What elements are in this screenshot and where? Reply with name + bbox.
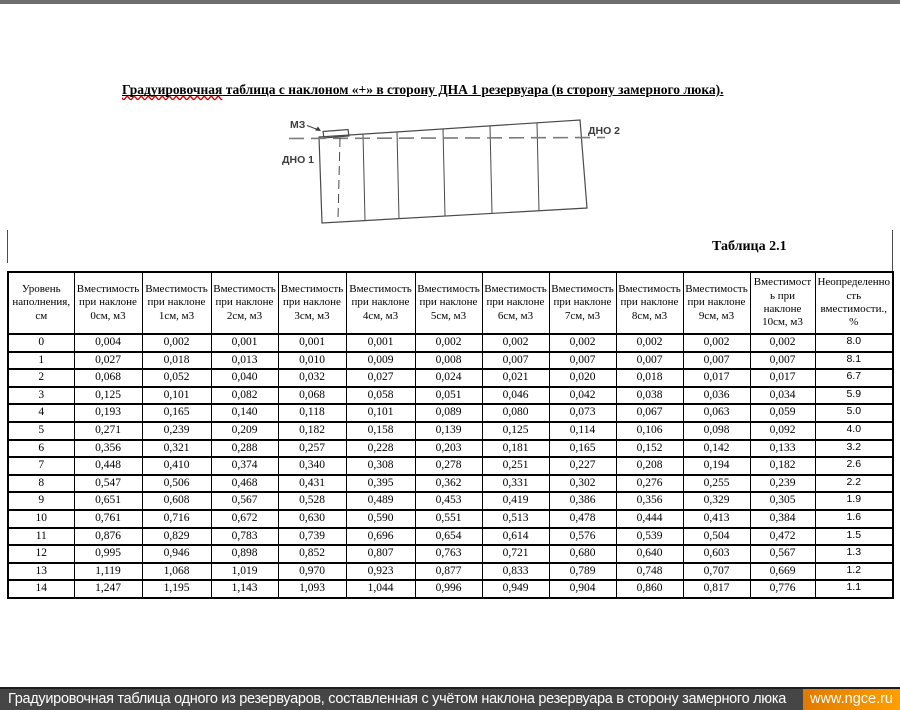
capacity-cell: 0,707 <box>683 563 750 581</box>
table-row <box>8 580 893 598</box>
capacity-cell: 0,092 <box>750 422 815 440</box>
level-cell: 13 <box>8 563 74 581</box>
capacity-cell: 0,547 <box>74 475 142 493</box>
capacity-cell: 0,419 <box>482 492 549 510</box>
capacity-cell: 0,478 <box>549 510 616 528</box>
capacity-cell: 0,362 <box>415 475 482 493</box>
capacity-cell: 0,165 <box>142 404 211 422</box>
uncertainty-cell: 4.0 <box>815 422 893 440</box>
capacity-cell: 0,158 <box>346 422 415 440</box>
capacity-cell: 0,182 <box>278 422 346 440</box>
table-row <box>8 369 893 387</box>
capacity-cell: 0,052 <box>142 369 211 387</box>
uncertainty-cell: 1.6 <box>815 510 893 528</box>
column-header-5: Вместимость при наклоне 4см, м3 <box>346 272 415 334</box>
capacity-cell: 0,239 <box>142 422 211 440</box>
uncertainty-cell: 2.2 <box>815 475 893 493</box>
capacity-cell: 0,761 <box>74 510 142 528</box>
table-row <box>8 457 893 475</box>
tank-diagram <box>275 103 665 238</box>
capacity-cell: 0,876 <box>74 528 142 546</box>
level-cell: 12 <box>8 545 74 563</box>
capacity-cell: 0,228 <box>346 440 415 458</box>
table-body <box>8 334 893 598</box>
capacity-cell: 0,142 <box>683 440 750 458</box>
uncertainty-cell: 2.6 <box>815 457 893 475</box>
uncertainty-cell: 1.5 <box>815 528 893 546</box>
capacity-cell: 0,001 <box>211 334 278 352</box>
capacity-cell: 0,018 <box>142 352 211 370</box>
capacity-cell: 0,448 <box>74 457 142 475</box>
footer-site-link[interactable]: www.ngce.ru <box>803 689 900 710</box>
capacity-cell: 0,101 <box>346 404 415 422</box>
capacity-cell: 0,817 <box>683 580 750 598</box>
screenshot-top-edge <box>0 0 900 4</box>
capacity-cell: 0,640 <box>616 545 683 563</box>
capacity-cell: 0,331 <box>482 475 549 493</box>
capacity-cell: 0,007 <box>549 352 616 370</box>
capacity-cell: 0,356 <box>74 440 142 458</box>
capacity-cell: 0,073 <box>549 404 616 422</box>
page-title-first-word: Градуировочная <box>122 82 223 97</box>
capacity-cell: 0,080 <box>482 404 549 422</box>
capacity-cell: 0,669 <box>750 563 815 581</box>
capacity-cell: 0,603 <box>683 545 750 563</box>
capacity-cell: 0,046 <box>482 387 549 405</box>
capacity-cell: 0,614 <box>482 528 549 546</box>
footer-caption: Градуировочная таблица одного из резервуаров, составленная с учётом наклона резервуара в сторону замерного люка <box>8 691 786 707</box>
column-header-8: Вместимость при наклоне 7см, м3 <box>549 272 616 334</box>
level-cell: 5 <box>8 422 74 440</box>
capacity-cell: 0,833 <box>482 563 549 581</box>
capacity-cell: 0,946 <box>142 545 211 563</box>
capacity-cell: 1,019 <box>211 563 278 581</box>
capacity-cell: 0,152 <box>616 440 683 458</box>
page-title <box>122 82 822 98</box>
capacity-cell: 0,165 <box>549 440 616 458</box>
capacity-cell: 0,239 <box>750 475 815 493</box>
capacity-cell: 0,063 <box>683 404 750 422</box>
table-row <box>8 475 893 493</box>
table-row <box>8 334 893 352</box>
capacity-cell: 0,008 <box>415 352 482 370</box>
capacity-cell: 0,114 <box>549 422 616 440</box>
tank-outline <box>319 120 587 223</box>
capacity-cell: 0,257 <box>278 440 346 458</box>
capacity-cell: 0,739 <box>278 528 346 546</box>
section-line <box>363 134 365 221</box>
column-header-3: Вместимость при наклоне 2см, м3 <box>211 272 278 334</box>
capacity-cell: 0,453 <box>415 492 482 510</box>
capacity-cell: 0,995 <box>74 545 142 563</box>
capacity-cell: 0,068 <box>74 369 142 387</box>
capacity-cell: 0,672 <box>211 510 278 528</box>
column-header-1: Вместимость при наклоне 0см, м3 <box>74 272 142 334</box>
column-header-12: Неопределенность вместимости., % <box>815 272 893 334</box>
capacity-cell: 0,118 <box>278 404 346 422</box>
capacity-cell: 0,002 <box>142 334 211 352</box>
capacity-cell: 1,119 <box>74 563 142 581</box>
uncertainty-cell: 1.1 <box>815 580 893 598</box>
capacity-cell: 0,018 <box>616 369 683 387</box>
table-row <box>8 404 893 422</box>
level-cell: 2 <box>8 369 74 387</box>
capacity-cell: 0,748 <box>616 563 683 581</box>
hatch-axis-dashed-line <box>338 138 340 219</box>
capacity-cell: 0,058 <box>346 387 415 405</box>
capacity-cell: 0,288 <box>211 440 278 458</box>
capacity-cell: 0,082 <box>211 387 278 405</box>
capacity-cell: 0,038 <box>616 387 683 405</box>
capacity-cell: 0,680 <box>549 545 616 563</box>
section-line <box>443 129 445 216</box>
capacity-cell: 0,716 <box>142 510 211 528</box>
capacity-cell: 0,024 <box>415 369 482 387</box>
capacity-cell: 0,386 <box>549 492 616 510</box>
capacity-cell: 0,181 <box>482 440 549 458</box>
table-row <box>8 352 893 370</box>
uncertainty-cell: 6.7 <box>815 369 893 387</box>
level-cell: 8 <box>8 475 74 493</box>
capacity-cell: 0,539 <box>616 528 683 546</box>
capacity-cell: 0,468 <box>211 475 278 493</box>
capacity-cell: 0,007 <box>482 352 549 370</box>
uncertainty-cell: 1.3 <box>815 545 893 563</box>
capacity-cell: 0,860 <box>616 580 683 598</box>
capacity-cell: 1,247 <box>74 580 142 598</box>
capacity-cell: 0,340 <box>278 457 346 475</box>
capacity-cell: 0,472 <box>750 528 815 546</box>
capacity-cell: 0,034 <box>750 387 815 405</box>
capacity-cell: 0,410 <box>142 457 211 475</box>
capacity-cell: 0,182 <box>750 457 815 475</box>
bottom2-label: ДНО 2 <box>588 125 620 137</box>
capacity-cell: 0,654 <box>415 528 482 546</box>
footer-bar <box>0 687 900 710</box>
capacity-cell: 0,051 <box>415 387 482 405</box>
uncertainty-cell: 1.2 <box>815 563 893 581</box>
capacity-cell: 0,608 <box>142 492 211 510</box>
capacity-cell: 0,528 <box>278 492 346 510</box>
capacity-cell: 0,567 <box>211 492 278 510</box>
capacity-cell: 0,010 <box>278 352 346 370</box>
table-row <box>8 510 893 528</box>
hatch-label: МЗ <box>290 119 306 131</box>
uncertainty-cell: 8.1 <box>815 352 893 370</box>
capacity-cell: 0,125 <box>482 422 549 440</box>
capacity-cell: 0,251 <box>482 457 549 475</box>
capacity-cell: 0,302 <box>549 475 616 493</box>
capacity-cell: 0,001 <box>278 334 346 352</box>
table-row <box>8 528 893 546</box>
frame-edge-right <box>892 230 893 272</box>
capacity-cell: 0,032 <box>278 369 346 387</box>
capacity-cell: 0,208 <box>616 457 683 475</box>
capacity-cell: 0,308 <box>346 457 415 475</box>
capacity-cell: 0,001 <box>346 334 415 352</box>
capacity-cell: 0,098 <box>683 422 750 440</box>
capacity-cell: 0,089 <box>415 404 482 422</box>
column-header-2: Вместимость при наклоне 1см, м3 <box>142 272 211 334</box>
capacity-cell: 0,194 <box>683 457 750 475</box>
capacity-cell: 0,101 <box>142 387 211 405</box>
capacity-cell: 0,036 <box>683 387 750 405</box>
capacity-cell: 0,042 <box>549 387 616 405</box>
capacity-cell: 0,374 <box>211 457 278 475</box>
level-cell: 10 <box>8 510 74 528</box>
level-cell: 3 <box>8 387 74 405</box>
capacity-cell: 0,651 <box>74 492 142 510</box>
capacity-cell: 0,125 <box>74 387 142 405</box>
capacity-cell: 0,504 <box>683 528 750 546</box>
capacity-cell: 1,044 <box>346 580 415 598</box>
capacity-cell: 0,017 <box>750 369 815 387</box>
capacity-cell: 0,395 <box>346 475 415 493</box>
capacity-cell: 0,278 <box>415 457 482 475</box>
capacity-cell: 0,763 <box>415 545 482 563</box>
column-header-7: Вместимость при наклоне 6см, м3 <box>482 272 549 334</box>
capacity-cell: 0,630 <box>278 510 346 528</box>
capacity-cell: 0,384 <box>750 510 815 528</box>
capacity-cell: 0,590 <box>346 510 415 528</box>
column-header-4: Вместимость при наклоне 3см, м3 <box>278 272 346 334</box>
calibration-table <box>7 271 894 599</box>
page-title-rest: таблица с наклоном «+» в сторону ДНА 1 резервуара (в сторону замерного люка). <box>222 82 724 97</box>
capacity-cell: 0,021 <box>482 369 549 387</box>
capacity-cell: 0,852 <box>278 545 346 563</box>
capacity-cell: 0,567 <box>750 545 815 563</box>
uncertainty-cell: 3.2 <box>815 440 893 458</box>
capacity-cell: 0,413 <box>683 510 750 528</box>
uncertainty-cell: 5.9 <box>815 387 893 405</box>
capacity-cell: 0,009 <box>346 352 415 370</box>
uncertainty-cell: 8.0 <box>815 334 893 352</box>
capacity-cell: 0,329 <box>683 492 750 510</box>
column-header-11: Вместимость при наклоне 10см, м3 <box>750 272 815 334</box>
capacity-cell: 0,002 <box>415 334 482 352</box>
column-header-0: Уровень наполнения, см <box>8 272 74 334</box>
capacity-cell: 0,027 <box>74 352 142 370</box>
capacity-cell: 0,007 <box>750 352 815 370</box>
capacity-cell: 0,020 <box>549 369 616 387</box>
table-row <box>8 422 893 440</box>
level-cell: 14 <box>8 580 74 598</box>
capacity-cell: 0,002 <box>616 334 683 352</box>
capacity-cell: 0,067 <box>616 404 683 422</box>
capacity-cell: 1,068 <box>142 563 211 581</box>
capacity-cell: 0,203 <box>415 440 482 458</box>
capacity-cell: 0,789 <box>549 563 616 581</box>
capacity-cell: 0,321 <box>142 440 211 458</box>
capacity-cell: 0,139 <box>415 422 482 440</box>
column-header-9: Вместимость при наклоне 8см, м3 <box>616 272 683 334</box>
capacity-cell: 0,506 <box>142 475 211 493</box>
level-cell: 4 <box>8 404 74 422</box>
capacity-cell: 1,143 <box>211 580 278 598</box>
capacity-cell: 0,068 <box>278 387 346 405</box>
section-line <box>397 132 399 219</box>
capacity-cell: 0,996 <box>415 580 482 598</box>
capacity-cell: 0,276 <box>616 475 683 493</box>
bottom1-label: ДНО 1 <box>282 154 314 166</box>
uncertainty-cell: 5.0 <box>815 404 893 422</box>
capacity-cell: 0,576 <box>549 528 616 546</box>
column-header-6: Вместимость при наклоне 5см, м3 <box>415 272 482 334</box>
capacity-cell: 0,444 <box>616 510 683 528</box>
table-row <box>8 492 893 510</box>
capacity-cell: 0,949 <box>482 580 549 598</box>
capacity-cell: 0,898 <box>211 545 278 563</box>
capacity-cell: 0,271 <box>74 422 142 440</box>
capacity-cell: 0,227 <box>549 457 616 475</box>
table-caption: Таблица 2.1 <box>712 239 787 254</box>
table-header-row <box>8 272 893 334</box>
capacity-cell: 0,829 <box>142 528 211 546</box>
level-cell: 9 <box>8 492 74 510</box>
capacity-cell: 0,783 <box>211 528 278 546</box>
capacity-cell: 0,002 <box>482 334 549 352</box>
capacity-cell: 0,013 <box>211 352 278 370</box>
level-cell: 11 <box>8 528 74 546</box>
capacity-cell: 0,305 <box>750 492 815 510</box>
level-cell: 7 <box>8 457 74 475</box>
capacity-cell: 0,002 <box>750 334 815 352</box>
capacity-cell: 0,027 <box>346 369 415 387</box>
table-header <box>8 272 893 334</box>
frame-edge-left <box>7 230 8 263</box>
capacity-cell: 0,513 <box>482 510 549 528</box>
section-line <box>490 126 492 214</box>
capacity-cell: 0,551 <box>415 510 482 528</box>
table-row <box>8 545 893 563</box>
section-line <box>537 123 539 211</box>
capacity-cell: 0,877 <box>415 563 482 581</box>
capacity-cell: 0,721 <box>482 545 549 563</box>
capacity-cell: 0,004 <box>74 334 142 352</box>
capacity-cell: 0,017 <box>683 369 750 387</box>
capacity-cell: 0,696 <box>346 528 415 546</box>
uncertainty-cell: 1.9 <box>815 492 893 510</box>
capacity-cell: 0,059 <box>750 404 815 422</box>
table-row <box>8 387 893 405</box>
level-cell: 0 <box>8 334 74 352</box>
capacity-cell: 0,776 <box>750 580 815 598</box>
capacity-cell: 0,807 <box>346 545 415 563</box>
capacity-cell: 0,133 <box>750 440 815 458</box>
level-cell: 6 <box>8 440 74 458</box>
level-cell: 1 <box>8 352 74 370</box>
capacity-cell: 0,007 <box>616 352 683 370</box>
column-header-10: Вместимость при наклоне 9см, м3 <box>683 272 750 334</box>
capacity-cell: 0,209 <box>211 422 278 440</box>
table-row <box>8 440 893 458</box>
capacity-cell: 0,106 <box>616 422 683 440</box>
capacity-cell: 0,431 <box>278 475 346 493</box>
datum-dashed-line <box>289 138 605 139</box>
capacity-cell: 0,040 <box>211 369 278 387</box>
capacity-cell: 0,193 <box>74 404 142 422</box>
capacity-cell: 1,195 <box>142 580 211 598</box>
capacity-cell: 0,255 <box>683 475 750 493</box>
capacity-cell: 0,904 <box>549 580 616 598</box>
capacity-cell: 0,356 <box>616 492 683 510</box>
capacity-cell: 0,007 <box>683 352 750 370</box>
table-row <box>8 563 893 581</box>
capacity-cell: 0,489 <box>346 492 415 510</box>
capacity-cell: 0,002 <box>683 334 750 352</box>
capacity-cell: 0,970 <box>278 563 346 581</box>
capacity-cell: 0,923 <box>346 563 415 581</box>
capacity-cell: 0,002 <box>549 334 616 352</box>
capacity-cell: 1,093 <box>278 580 346 598</box>
capacity-cell: 0,140 <box>211 404 278 422</box>
